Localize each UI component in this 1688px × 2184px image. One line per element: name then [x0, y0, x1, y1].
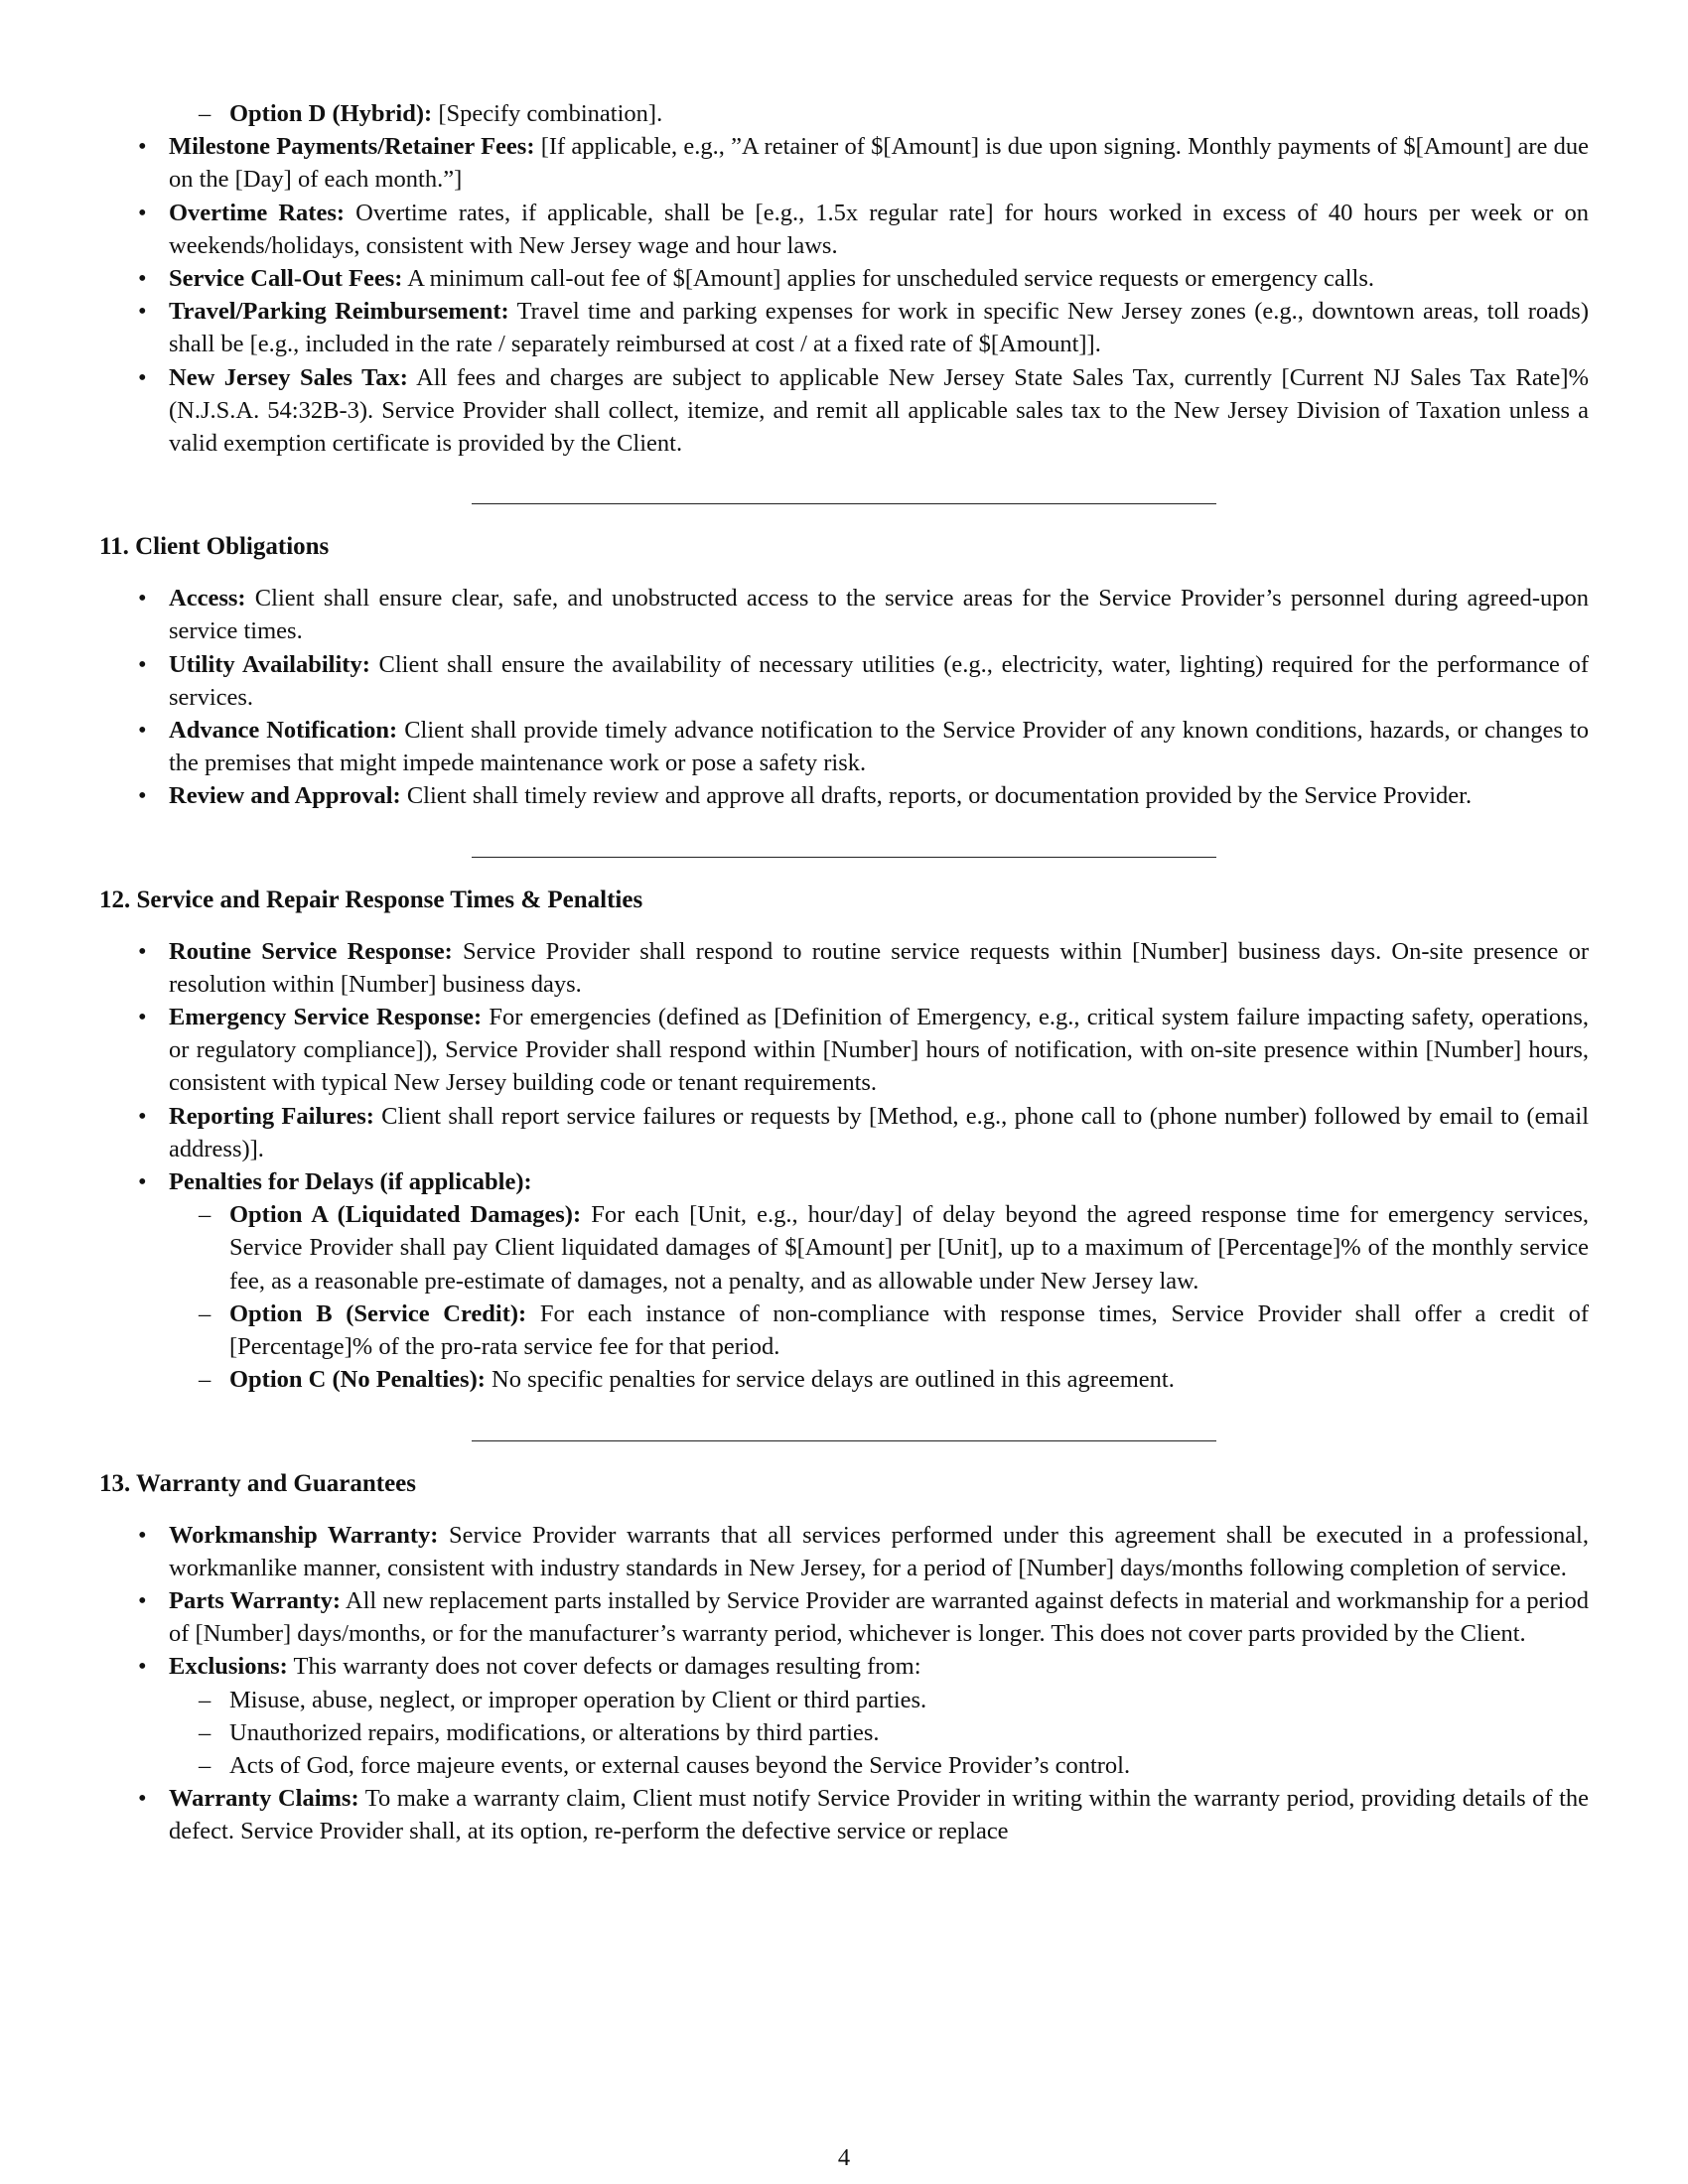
- section-divider: [472, 1440, 1216, 1441]
- section-heading-11: 11. Client Obligations: [99, 533, 330, 561]
- section-heading-13: 13. Warranty and Guarantees: [99, 1469, 416, 1497]
- option-d-item: [169, 97, 1589, 130]
- list-item: [99, 648, 1589, 714]
- item-text: All fees and charges are subject to applicable New Jersey State Sales Tax, currently [Current NJ Sales Tax Rate]% (N.J.S.A. 54:32B-3). Service Provider shall collect, itemize, and remit all applicable sales tax to the New Jersey Division of Taxation unless a valid exemption certificate is provided by the Client.: [169, 363, 1589, 458]
- list-item: [169, 1198, 1589, 1297]
- item-label: Routine Service Response:: [169, 937, 453, 965]
- list-item: [99, 935, 1589, 1001]
- item-label: Travel/Parking Reimbursement:: [169, 298, 509, 326]
- list-item: – Unauthorized repairs, modifications, or alterations by third parties.: [169, 1716, 1589, 1749]
- item-text: Client shall ensure clear, safe, and unobstructed access to the service areas for the Service Provider’s personnel during agreed-upon service times.: [169, 585, 1589, 645]
- list-item: [99, 714, 1589, 779]
- section-divider: [472, 857, 1216, 858]
- item-text: For emergencies (defined as [Definition of Emergency, e.g., critical system failure impacting safety, operations, or regulatory compliance]), Service Provider shall respond within [Number] hours of notification, with on-site presence within [Number] hours, consistent with typical New Jersey building code or tenant requirements.: [169, 1004, 1590, 1097]
- item-text: To make a warranty claim, Client must notify Service Provider in writing within the warranty period, providing details of the defect. Service Provider shall, at its option, re-perform the defective service or replace: [169, 1785, 1590, 1845]
- item-label: Option A (Liquidated Damages):: [229, 1201, 582, 1229]
- section-11-list: [99, 582, 1589, 812]
- section-divider: [472, 503, 1216, 504]
- item-label: Advance Notification:: [169, 717, 398, 745]
- item-text: [Specify combination].: [438, 100, 663, 127]
- list-item: [99, 582, 1589, 647]
- list-item: [99, 197, 1589, 262]
- exclusions-list: [99, 1684, 1589, 1783]
- item-text: This warranty does not cover defects or damages resulting from:: [293, 1653, 921, 1681]
- page-number: 4: [837, 2144, 851, 2171]
- penalty-options-list: [99, 1198, 1589, 1396]
- list-item: [99, 1519, 1589, 1584]
- item-text: Service Provider warrants that all services performed under this agreement shall be executed in a professional, workmanlike manner, consistent with industry standards in New Jersey, for a period of [Number] days/months following completion of service.: [169, 1521, 1589, 1581]
- item-text: For each [Unit, e.g., hour/day] of delay beyond the agreed response time for emergency services, Service Provider shall pay Client liquidated damages of $[Amount] per [Unit], up to a maximum of [Percentage]% of the monthly service fee, as a reasonable pre-estimate of damages, not a penalty, and as allowable under New Jersey law.: [229, 1201, 1590, 1295]
- item-text: A minimum call-out fee of $[Amount] applies for unscheduled service requests or emergency calls.: [407, 265, 1374, 293]
- item-label: Access:: [169, 585, 246, 613]
- item-label: Warranty Claims:: [169, 1785, 359, 1813]
- item-text: Travel time and parking expenses for work in specific New Jersey zones (e.g., downtown areas, toll roads) shall be [e.g., included in the rate / separately reimbursed at cost / at a fixed rate of $[Amount]].: [169, 298, 1590, 358]
- item-label: Option D (Hybrid):: [229, 100, 433, 127]
- item-label: Emergency Service Response:: [169, 1004, 483, 1031]
- list-item: [99, 1001, 1589, 1100]
- section-heading-12: 12. Service and Repair Response Times & Penalties: [99, 886, 643, 913]
- item-text: Client shall ensure the availability of necessary utilities (e.g., electricity, water, lighting) required for the performance of services.: [169, 650, 1589, 711]
- list-item: [99, 262, 1589, 295]
- list-item-penalties: [99, 1165, 1589, 1396]
- item-label: Reporting Failures:: [169, 1102, 374, 1130]
- item-text: No specific penalties for service delays are outlined in this agreement.: [492, 1366, 1175, 1394]
- fee-options-list: [99, 97, 1589, 130]
- item-text: All new replacement parts installed by Service Provider are warranted against defects in material and workmanship for a period of [Number] days/months, or for the manufacturer’s warranty period, whichever is longer. This does not cover parts provided by the Client.: [169, 1586, 1589, 1648]
- item-text: Service Provider shall respond to routine service requests within [Number] business days. On-site presence or resolution within [Number] business days.: [169, 937, 1590, 998]
- item-label: Review and Approval:: [169, 782, 401, 810]
- item-label: Workmanship Warranty:: [169, 1521, 439, 1549]
- item-label: New Jersey Sales Tax:: [169, 363, 408, 391]
- item-label: Utility Availability:: [169, 650, 370, 678]
- list-item: [99, 1584, 1589, 1650]
- list-item: – Acts of God, force majeure events, or external causes beyond the Service Provider’s control.: [169, 1749, 1589, 1782]
- section-13-list: [99, 1519, 1589, 1848]
- item-text: Client shall timely review and approve all drafts, reports, or documentation provided by the Service Provider.: [406, 782, 1473, 810]
- item-label: Option C (No Penalties):: [229, 1366, 486, 1394]
- list-item: [99, 130, 1589, 196]
- item-text: [If applicable, e.g., ”A retainer of $[Amount] is due upon signing. Monthly payments of $[Amount] are due on the [Day] of each month.”]: [169, 133, 1590, 194]
- item-text: Client shall report service failures or requests by [Method, e.g., phone call to (phone number) followed by email to (email address)].: [169, 1102, 1589, 1162]
- list-item: [169, 1363, 1589, 1396]
- item-label: Penalties for Delays (if applicable):: [169, 1168, 532, 1196]
- list-item: [99, 1782, 1589, 1847]
- item-label: Parts Warranty:: [169, 1586, 342, 1614]
- item-label: Overtime Rates:: [169, 199, 346, 226]
- list-item: – Misuse, abuse, neglect, or improper operation by Client or third parties.: [169, 1684, 1589, 1716]
- item-label: Service Call-Out Fees:: [169, 265, 403, 293]
- list-item: [99, 779, 1589, 812]
- section-10-list: [99, 130, 1589, 460]
- list-item: [169, 1297, 1589, 1363]
- item-label: Option B (Service Credit):: [229, 1299, 527, 1327]
- item-label: Milestone Payments/Retainer Fees:: [169, 133, 535, 161]
- list-item: [99, 1100, 1589, 1165]
- list-item-exclusions: [99, 1650, 1589, 1782]
- list-item: [99, 295, 1589, 360]
- section-12-list: [99, 935, 1589, 1397]
- item-label: Exclusions:: [169, 1653, 288, 1681]
- document-page: [99, 97, 1589, 1848]
- item-text: For each instance of non-compliance with response times, Service Provider shall offer a credit of [Percentage]% of the pro-rata service fee for that period.: [229, 1299, 1589, 1361]
- item-text: Overtime rates, if applicable, shall be [e.g., 1.5x regular rate] for hours worked in excess of 40 hours per week or on weekends/holidays, consistent with New Jersey wage and hour laws.: [169, 199, 1590, 259]
- list-item: [99, 361, 1589, 461]
- item-text: Client shall provide timely advance notification to the Service Provider of any known conditions, hazards, or changes to the premises that might impede maintenance work or pose a safety risk.: [169, 717, 1589, 777]
